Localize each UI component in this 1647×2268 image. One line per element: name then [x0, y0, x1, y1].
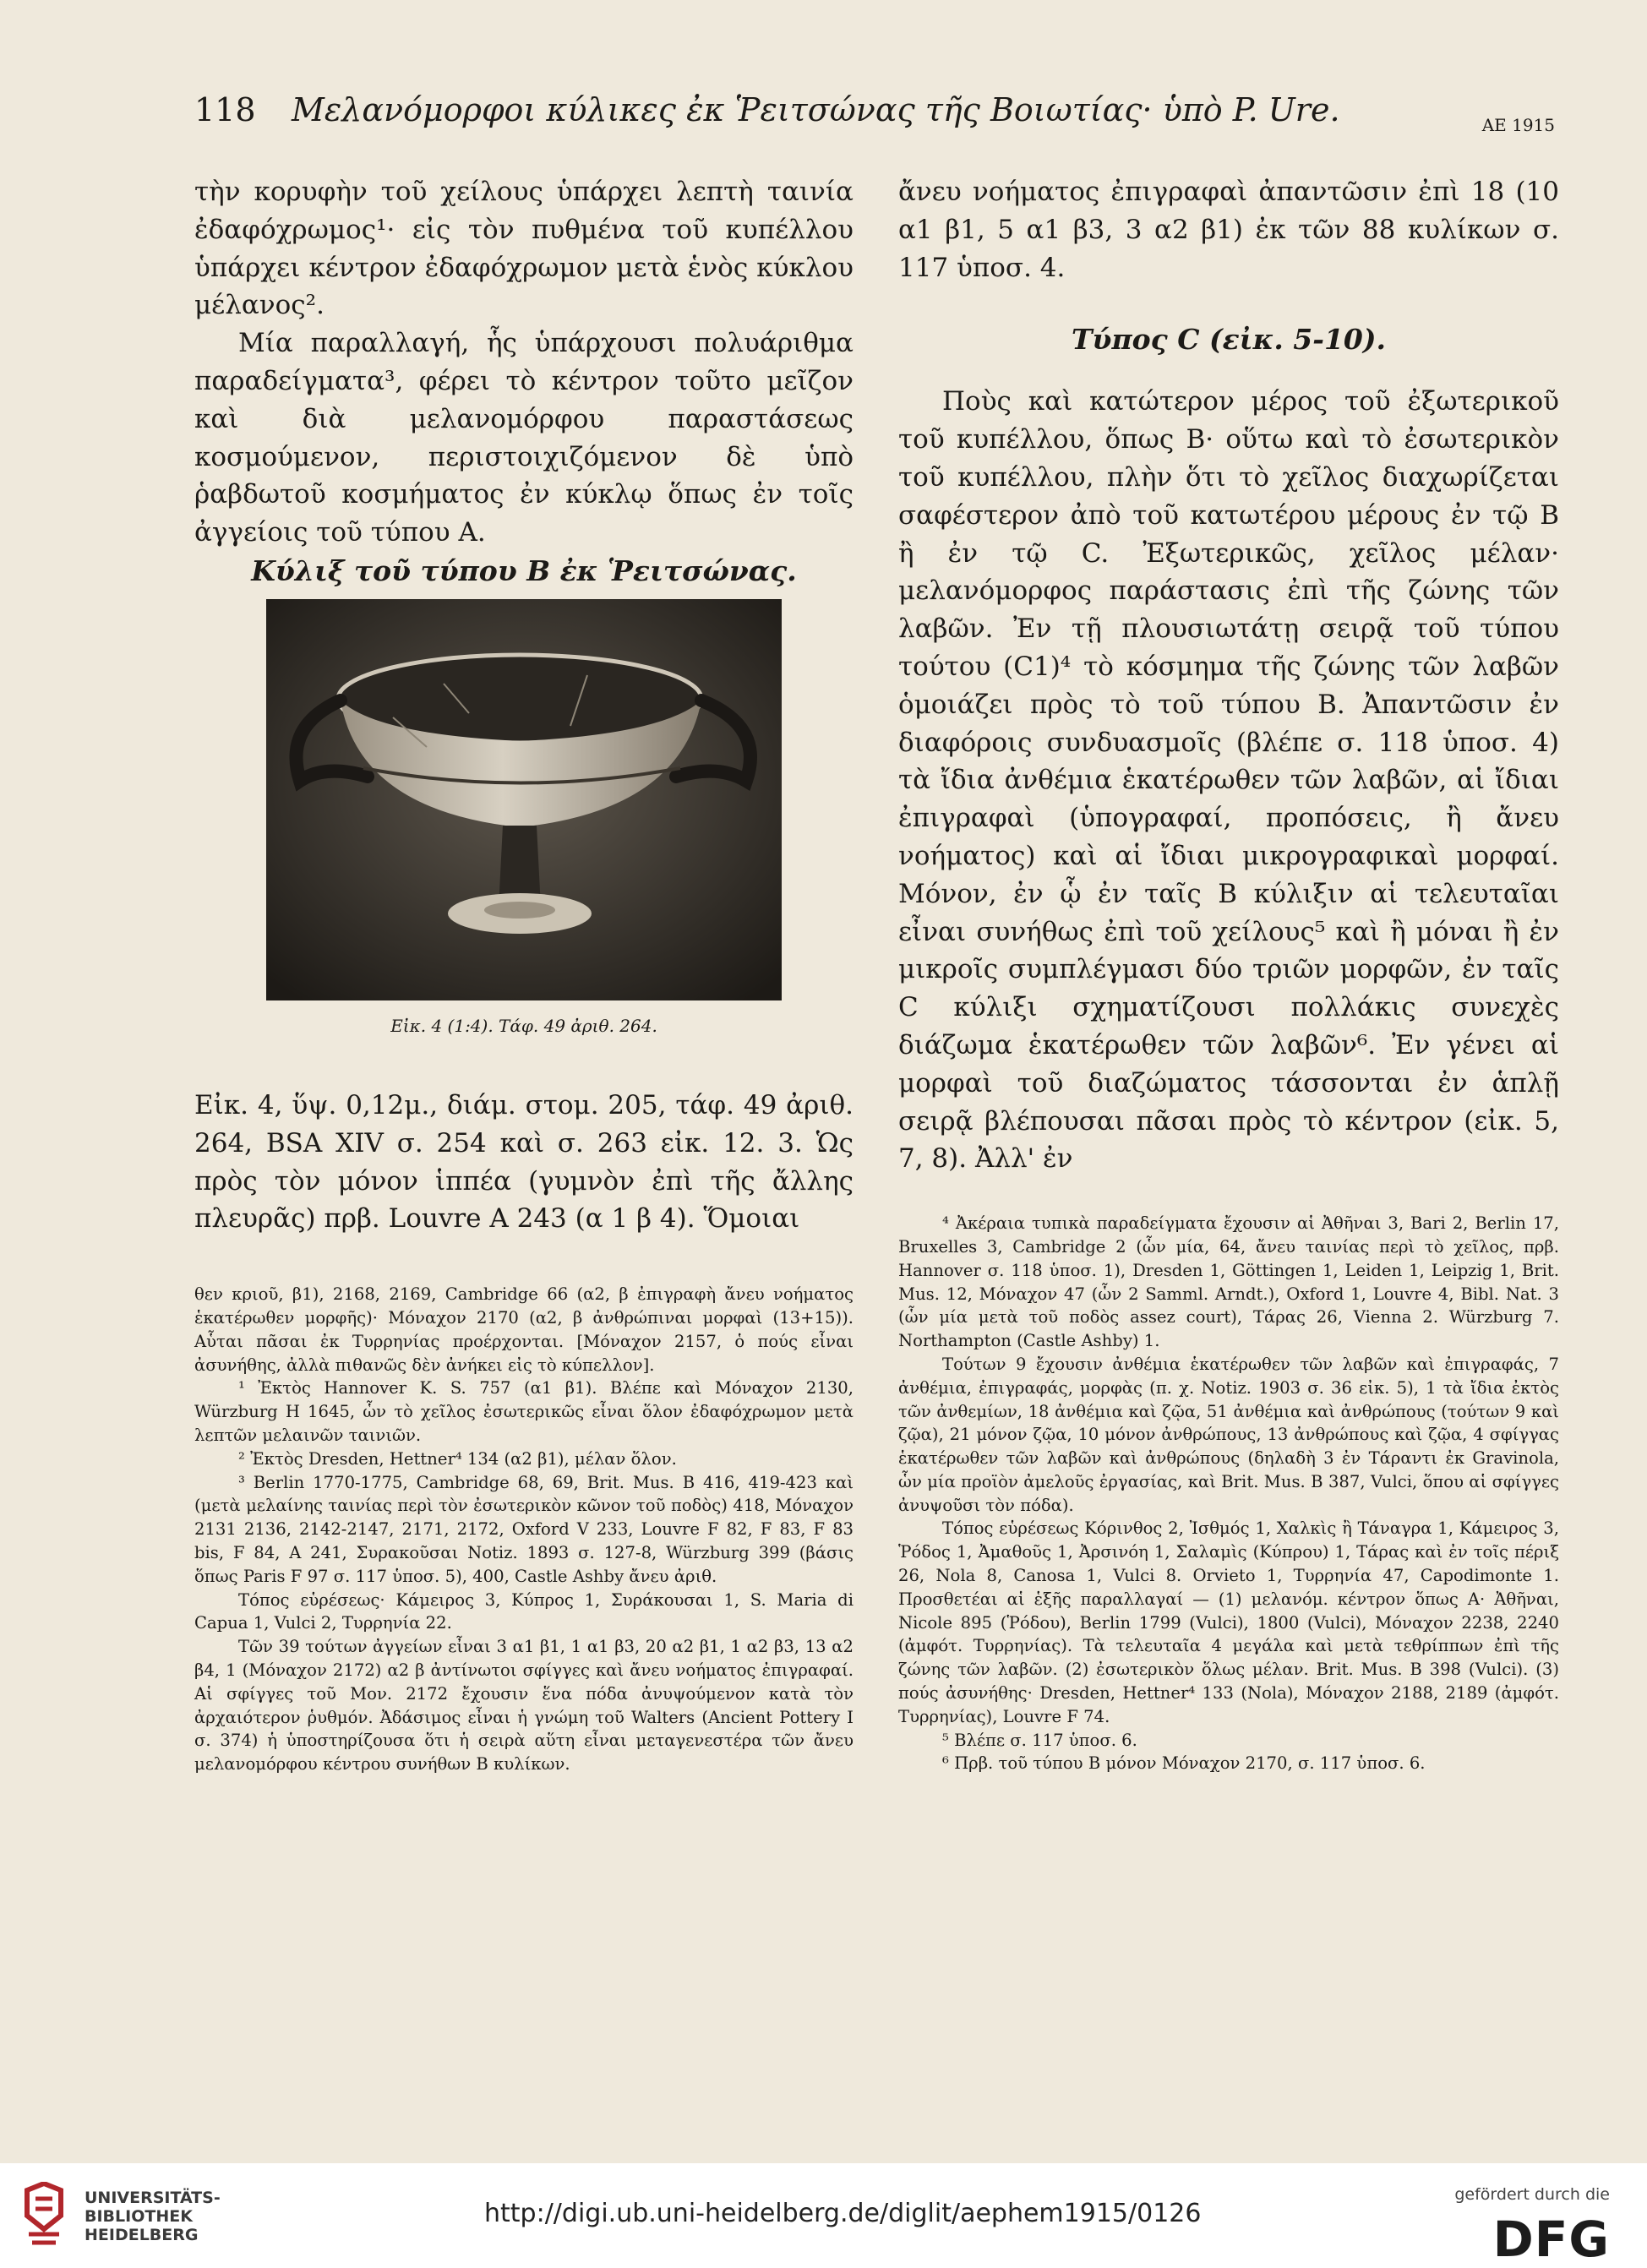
- footnote-5: ⁵ Βλέπε σ. 117 ὑποσ. 6.: [942, 1730, 1137, 1750]
- volume-label: ΑΕ 1915: [1481, 115, 1555, 135]
- paragraph: τὴν κορυφὴν τοῦ χείλους ὑπάρχει λεπτὴ ταινία ἐδαφόχρωμος¹· εἰς τὸν πυθμένα τοῦ κυπέλλου ὑπάρχει κέντρον ἐδαφόχρωμον μετὰ ἑνὸς κύκλου μέλανος².: [194, 177, 853, 321]
- kylix-image: [266, 599, 782, 1000]
- source-url-link[interactable]: http://digi.ub.uni-heidelberg.de/diglit/aephem1915/0126: [484, 2199, 1202, 2228]
- footnote-4-decoration: Τούτων 9 ἔχουσιν ἀνθέμια ἑκατέρωθεν τῶν λαβῶν καὶ ἐπιγραφάς, 7 ἀνθέμια, ἐπιγραφάς, μορφὰς (π. χ. Notiz. 1903 σ. 36 εἰκ. 5), 1 τὰ ἴδια ἐκτὸς τῶν ἀνθεμίων, 18 ἀνθέμια καὶ ζῷα, 51 ἀνθέμια καὶ ἀνθρώπους (τούτων 9 καὶ ζῷα), 21 μόνον ζῷα, 10 μόνον ἀνθρώπους, 13 ἀνθρώπους καὶ ζῷα, 4 σφίγγας ἑκατέρωθεν τῶν λαβῶν καὶ ἀνθρώπους (δηλαδὴ 3 ἐν Τάραντι ἐκ Gravinola, ὧν μία προϊὸν ἀμελοῦς ἐργασίας, καὶ Brit. Mus. B 387, Vulci, ὅπου αἱ σφίγγες ἀνυψοῦσι τὸν πόδα).: [898, 1354, 1559, 1515]
- kylix-photograph: [266, 599, 782, 1000]
- footnote-3-summary: Τῶν 39 τούτων ἀγγείων εἶναι 3 α1 β1, 1 α1 β3, 20 α2 β1, 1 α2 β3, 13 α2 β4, 1 (Μόναχον 2172) α2 β ἀντίνωτοι σφίγγες καὶ ἄνευ νοήματος ἐπιγραφαί. Αἱ σφίγγες τοῦ Μον. 2172 ἔχουσιν ἕνα πόδα ἀνυψούμενον κατὰ τὸν ἀρχαιότερον ῥυθμόν. Ἀδάσιμος εἶναι ἡ γνώμη τοῦ Walters (Ancient Pottery I σ. 374) ἡ ὑποστηρίζουσα ὅτι ἡ σειρὰ αὕτη εἶναι μεταγενεστέρα τῶν ἄνευ μελανομόρφου κέντρου συνήθων Β κυλίκων.: [194, 1637, 853, 1775]
- page-header: [194, 91, 1555, 142]
- footnote-6: ⁶ Πρβ. τοῦ τύπου Β μόνον Μόναχον 2170, σ. 117 ὑποσ. 6.: [942, 1753, 1426, 1774]
- footnote-continuation: θεν κριοῦ, β1), 2168, 2169, Cambridge 66 (α2, β ἐπιγραφὴ ἄνευ νοήματος ἑκατέρωθεν μορφῆς)· Μόναχον 2170 (α2, β ἀνθρώπιναι μορφαὶ (13+15)). Αὗται πᾶσαι ἐκ Τυρρηνίας προέρχονται. [Μόναχον 2157, ὁ πούς εἶναι ἀσυνήθης, ἀλλὰ πιθανῶς δὲν ἀνήκει εἰς τὸ κύπελλον].: [194, 1284, 853, 1375]
- paragraph: Εἰκ. 4, ὕψ. 0,12μ., διάμ. στομ. 205, τάφ. 49 ἀριθ. 264, BSA XIV σ. 254 καὶ σ. 263 εἰκ. 12. 3. Ὡς πρὸς τὸν μόνον ἱππέα (γυμνὸν ἐπὶ τῆς ἄλλης πλευρᾶς) πρβ. Louvre A 243 (α 1 β 4). Ὅμοιαι: [194, 1089, 853, 1235]
- footnote-2: ² Ἐκτὸς Dresden, Hettner⁴ 134 (α2 β1), μέλαν ὅλον.: [238, 1448, 677, 1469]
- footnote-4-findspots: Τόπος εὑρέσεως Κόρινθος 2, Ἰσθμός 1, Χαλκὶς ἢ Τάναγρα 1, Κάμειρος 3, Ῥόδος 1, Ἀμαθοῦς 1, Ἀρσινόη 1, Σαλαμὶς (Κύπρου) 1, Τάρας καὶ ἐν τοῖς πέριξ 26, Nola 8, Canosa 1, Vulci 8. Orvieto 1, Τυρρηνία 47, Capodimonte 1. Προσθετέαι αἱ ἑξῆς παραλλαγαί — (1) μελανόμ. κέντρον ὅπως Α· Ἀθῆναι, Nicole 895 (Ῥόδου), Berlin 1799 (Vulci), 1800 (Vulci), Μόναχον 2238, 2240 (ἀμφότ. Τυρρηνίας). Τὰ τελευταῖα 4 μεγάλα καὶ μετὰ τεθρίππων ἐπὶ τῆς ζώνης τῶν λαβῶν. (2) ἐσωτερικὸν ὅλως μέλαν. Brit. Mus. B 398 (Vulci). (3) πούς ἀσυνήθης· Dresden, Hettner⁴ 133 (Nola), Μόναχον 2188, 2189 (ἀμφότ. Τυρρηνίας), Louvre F 74.: [898, 1518, 1559, 1726]
- right-column: [898, 173, 1559, 1775]
- dfg-logo: DFG: [1492, 2211, 1610, 2268]
- paragraph: Ποὺς καὶ κατώτερον μέρος τοῦ ἐξωτερικοῦ τοῦ κυπέλλου, ὅπως Β· οὕτω καὶ τὸ ἐσωτερικὸν τοῦ κυπέλλου, πλὴν ὅτι τὸ χεῖλος διαχωρίζεται σαφέστερον ἀπὸ τοῦ κατωτέρου μέρους ἐν τῷ Β ἢ ἐν τῷ C. Ἐξωτερικῶς, χεῖλος μέλαν· μελανόμορφος παράστασις ἐπὶ τῆς ζώνης τῶν λαβῶν. Ἐν τῇ πλουσιωτάτῃ σειρᾷ τοῦ τύπου τούτου (C1)⁴ τὸ κόσμημα τῆς ζώνης τῶν λαβῶν ὁμοιάζει πρὸς τὸ τοῦ τύπου Β. Ἀπαντῶσιν ἐν διαφόροις συνδυασμοῖς (βλέπε σ. 118 ὑποσ. 4) τὰ ἴδια ἀνθέμια ἑκατέρωθεν τῶν λαβῶν, αἱ ἴδιαι ἐπιγραφαὶ (ὑπογραφαί, προπόσεις, ἢ ἄνευ νοήματος) καὶ αἱ ἴδιαι μικρογραφικαὶ μορφαί. Μόνον, ἐν ᾧ ἐν ταῖς Β κύλιξιν αἱ τελευταῖαι εἶναι συνήθως ἐπὶ τοῦ χείλους⁵ καὶ ἢ μόναι ἢ ἐν μικροῖς συμπλέγμασι δύο τριῶν μορφῶν, ἐν ταῖς C κύλιξι σχηματίζουσι πολλάκις συνεχὲς διάζωμα ἑκατέρωθεν τῶν λαβῶν⁶. Ἐν γένει αἱ μορφαὶ τοῦ διαζώματος τάσσονται ἐν ἁπλῇ σειρᾷ βλέπουσαι πᾶσαι πρὸς τὸ κέντρον (εἰκ. 5, 7, 8). Ἀλλ' ἐν: [898, 386, 1559, 1175]
- left-column: [194, 173, 853, 1776]
- figure-caption: Εἰκ. 4 (1:4). Τάφ. 49 ἀριθ. 264.: [390, 1015, 657, 1036]
- paragraph: ἄνευ νοήματος ἐπιγραφαὶ ἀπαντῶσιν ἐπὶ 18 (10 α1 β1, 5 α1 β3, 3 α2 β1) ἐκ τῶν 88 κυλίκων σ. 117 ὑποσ. 4.: [898, 177, 1559, 283]
- running-title: Μελανόμορφοι κύλικες ἐκ Ῥειτσώνας τῆς Βοιωτίας· ὑπὸ P. Ure.: [292, 91, 1340, 128]
- footnote-3: ³ Berlin 1770-1775, Cambridge 68, 69, Brit. Mus. B 416, 419-423 καὶ (μετὰ μελαίνης ταινίας περὶ τὸν ἐσωτερικὸν κῶνον τοῦ ποδὸς) 418, Μόναχον 2131 2136, 2142-2147, 2171, 2172, Oxford V 233, Louvre F 82, F 83, F 83 bis, F 84, A 241, Συρακοῦσαι Notiz. 1893 σ. 127-8, Würzburg 399 (βάσις ὅπως Paris F 97 σ. 117 ὑποσ. 5), 400, Castle Ashby ἄνευ ἀριθ.: [194, 1472, 853, 1586]
- page-number: 118: [194, 91, 256, 128]
- paragraph: Μία παραλλαγή, ἧς ὑπάρχουσι πολυάριθμα παραδείγματα³, φέρει τὸ κέντρον τοῦτο μεῖζον καὶ διὰ μελανομόρφου παραστάσεως κοσμούμενον, περιστοιχιζόμενον δὲ ὑπὸ ῥαβδωτοῦ κοσμήματος ἐν κύκλῳ ὅπως ἐν τοῖς ἀγγείοις τοῦ τύπου Α.: [194, 328, 853, 548]
- funding-note: gefördert durch die: [1454, 2185, 1610, 2204]
- library-name: UNIVERSITÄTS- BIBLIOTHEK HEIDELBERG: [85, 2189, 221, 2244]
- footnote-4: ⁴ Ἀκέραια τυπικὰ παραδείγματα ἔχουσιν αἱ Ἀθῆναι 3, Bari 2, Berlin 17, Bruxelles 3, Cambridge 2 (ὧν μία, 64, ἄνευ ταινίας περὶ τὸ χεῖλος, πρβ. Hannover σ. 118 ὑποσ. 1), Dresden 1, Göttingen 1, Leiden 1, Leipzig 1, Brit. Mus. 12, Μόναχον 47 (ὧν 2 Samml. Arndt.), Oxford 1, Louvre 4, Bibl. Nat. 3 (ὧν μία μετὰ τοῦ ποδὸς assez court), Τάρας 26, Vienna 2. Würzburg 7. Northampton (Castle Ashby) 1.: [898, 1213, 1559, 1351]
- section-heading: Κύλιξ τοῦ τύπου Β ἐκ Ῥειτσώνας.: [251, 553, 797, 587]
- university-library-logo-icon: [20, 2182, 68, 2246]
- footnote-1: ¹ Ἐκτὸς Hannover K. S. 757 (α1 β1). Βλέπε καὶ Μόναχον 2130, Würzburg H 1645, ὧν τὸ χεῖλος ἐσωτερικῶς εἶναι ὅλον ἐδαφόχρωμον μετὰ λεπτῶν μελαινῶν ταινιῶν.: [194, 1378, 853, 1445]
- section-heading: Τύπος C (εἰκ. 5-10).: [1072, 323, 1386, 357]
- footnote-3-findspots: Τόπος εὑρέσεως· Κάμειρος 3, Κύπρος 1, Συράκουσαι 1, S. Maria di Capua 1, Vulci 2, Τυρρηνία 22.: [194, 1589, 853, 1633]
